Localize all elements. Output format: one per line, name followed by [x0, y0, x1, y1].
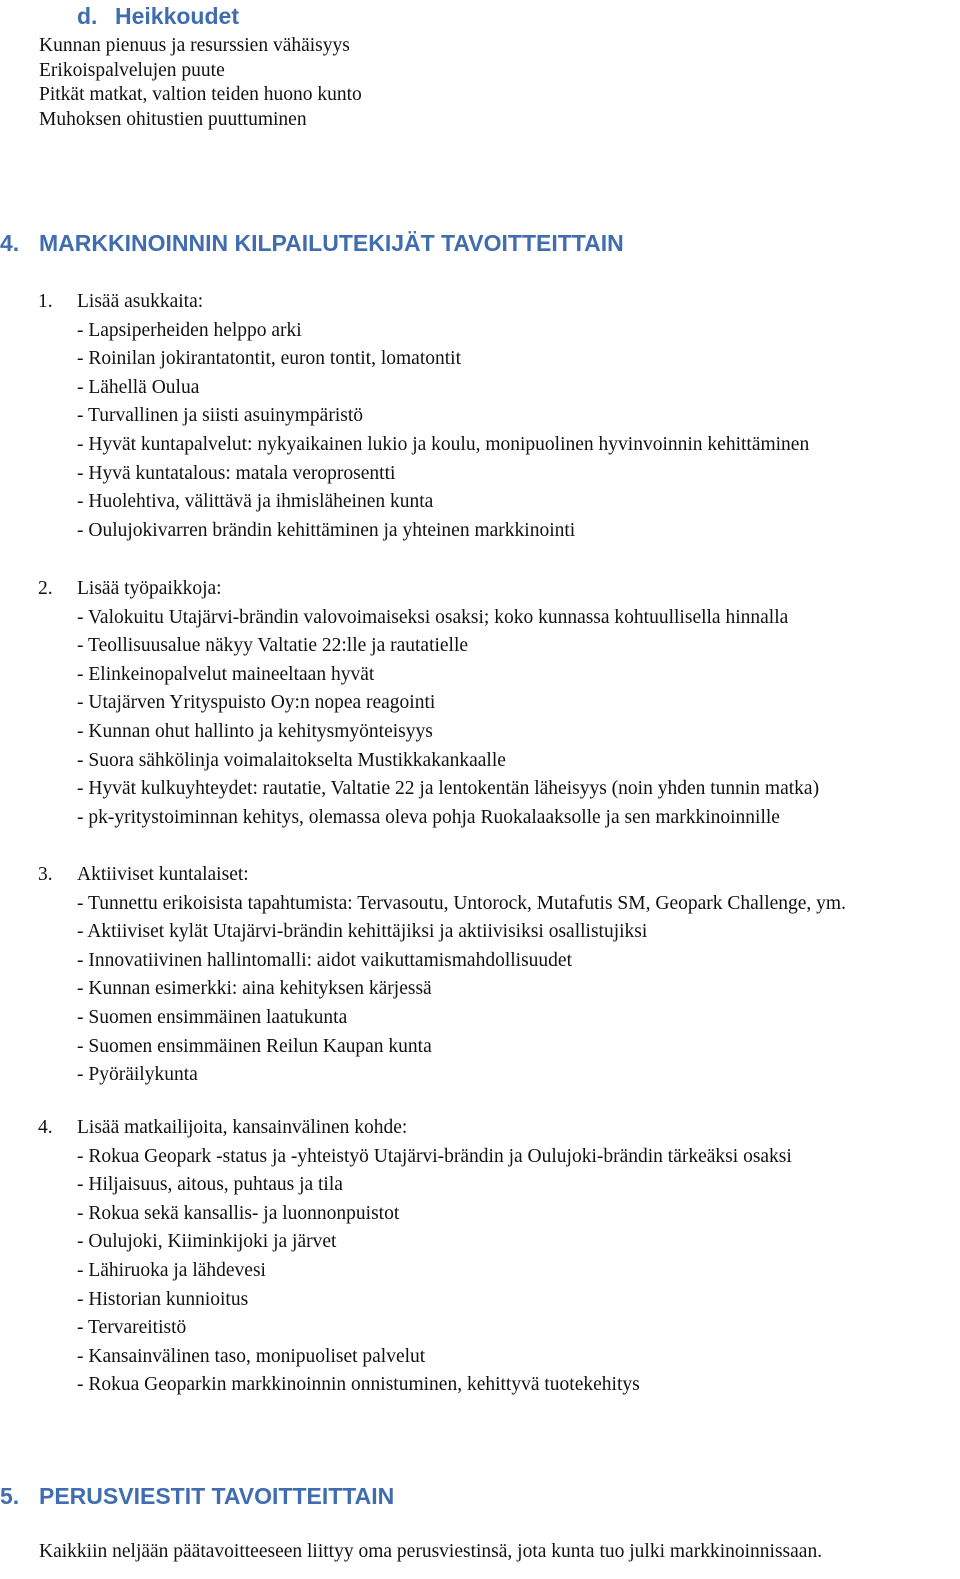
goal-number: 4.: [38, 1117, 53, 1138]
goal-point: - Pyöräilykunta: [77, 1064, 198, 1086]
weaknesses-heading: [77, 3, 239, 30]
section-5-heading: [0, 1483, 394, 1510]
goal-point: - Kansainvälinen taso, monipuoliset palvelut: [77, 1345, 426, 1367]
goal-point: - Roinilan jokirantatontit, euron tontit, lomatontit: [77, 348, 461, 370]
weakness-item: Erikoispalvelujen puute: [39, 59, 225, 81]
goal-point: - Innovatiivinen hallintomalli: aidot vaikuttamismahdollisuudet: [77, 949, 573, 971]
goal-point: - Kunnan ohut hallinto ja kehitysmyönteisyys: [77, 720, 433, 742]
goal-point: - Rokua sekä kansallis- ja luonnonpuistot: [77, 1202, 400, 1224]
goal-point: - Elinkeinopalvelut maineeltaan hyvät: [77, 663, 375, 685]
goal-point: - Huolehtiva, välittävä ja ihmisläheinen kunta: [77, 491, 434, 513]
goal-number: 1.: [38, 291, 53, 312]
goal-point: - Suora sähkölinja voimalaitokselta Mustikkakankaalle: [77, 749, 506, 771]
goal-point: - Lähiruoka ja lähdevesi: [77, 1259, 266, 1281]
section-4-number: 4.: [0, 230, 20, 256]
goal-title: Lisää asukkaita:: [77, 291, 204, 312]
section-4-title: MARKKINOINNIN KILPAILUTEKIJÄT TAVOITTEITTAIN: [39, 230, 624, 256]
goal-point: - Teollisuusalue näkyy Valtatie 22:lle ja rautatielle: [77, 635, 469, 657]
goal-point: - Turvallinen ja siisti asuinympäristö: [77, 405, 363, 427]
goal-point: - Rokua Geopark -status ja -yhteistyö Utajärvi-brändin ja Oulujoki-brändin tärkeäksi osaksi: [77, 1145, 792, 1167]
section-4-heading: [0, 230, 624, 257]
section-5-text: Kaikkiin neljään päätavoitteeseen liittyy oma perusviestinsä, jota kunta tuo julki markkinoinnissaan.: [39, 1541, 823, 1562]
goal-point: - pk-yritystoiminnan kehitys, olemassa oleva pohja Ruokalaaksolle ja sen markkinoinnille: [77, 806, 780, 828]
section-5-number: 5.: [0, 1483, 20, 1509]
goal-point: - Tervareitistö: [77, 1317, 187, 1339]
goal-point: - Historian kunnioitus: [77, 1288, 249, 1310]
goal-point: - Hiljaisuus, aitous, puhtaus ja tila: [77, 1174, 343, 1196]
goal-title: Aktiiviset kuntalaiset:: [77, 864, 249, 885]
goal-point: - Tunnettu erikoisista tapahtumista: Tervasoutu, Untorock, Mutafutis SM, Geopark Challenge, ym.: [77, 892, 846, 914]
weakness-item: Kunnan pienuus ja resurssien vähäisyys: [39, 35, 350, 56]
goal-point: - Kunnan esimerkki: aina kehityksen kärjessä: [77, 978, 432, 1000]
goal-point: - Aktiiviset kylät Utajärvi-brändin kehittäjiksi ja aktiivisiksi osallistujiksi: [77, 921, 648, 943]
goal-number: 2.: [38, 578, 53, 599]
goal-number: 3.: [38, 864, 53, 885]
goal-points: [77, 317, 809, 546]
goal-point: - Hyvät kulkuyhteydet: rautatie, Valtatie 22 ja lentokentän läheisyys (noin yhden tunnin matka): [77, 778, 820, 800]
goal-point: - Lähellä Oulua: [77, 376, 200, 398]
section-5-title: PERUSVIESTIT TAVOITTEITTAIN: [39, 1483, 395, 1509]
weakness-item: Muhoksen ohitustien puuttuminen: [39, 109, 307, 131]
goal-title: Lisää matkailijoita, kansainvälinen kohde:: [77, 1117, 408, 1138]
goal-points: [77, 1143, 792, 1400]
goal-point: - Hyvä kuntatalous: matala veroprosentti: [77, 462, 396, 484]
goal-point: - Oulujokivarren brändin kehittäminen ja yhteinen markkinointi: [77, 519, 576, 541]
weaknesses-title: Heikkoudet: [115, 3, 239, 29]
goal-point: - Hyvät kuntapalvelut: nykyaikainen lukio ja koulu, monipuolinen hyvinvoinnin kehittäminen: [77, 433, 810, 455]
goal-points: [77, 890, 846, 1090]
goal-point: - Suomen ensimmäinen laatukunta: [77, 1006, 348, 1028]
goal-point: - Suomen ensimmäinen Reilun Kaupan kunta: [77, 1035, 432, 1057]
goal-point: - Valokuitu Utajärvi-brändin valovoimaiseksi osaksi; koko kunnassa kohtuullisella hinnalla: [77, 606, 789, 628]
goal-point: - Utajärven Yrityspuisto Oy:n nopea reagointi: [77, 692, 436, 714]
weaknesses-list: [39, 34, 362, 133]
goal-title: Lisää työpaikkoja:: [77, 578, 222, 599]
weaknesses-label: d.: [77, 3, 98, 29]
goal-point: - Oulujoki, Kiiminkijoki ja järvet: [77, 1231, 337, 1253]
goal-points: [77, 604, 819, 833]
goal-point: - Lapsiperheiden helppo arki: [77, 319, 302, 341]
weakness-item: Pitkät matkat, valtion teiden huono kunto: [39, 84, 362, 106]
goal-point: - Rokua Geoparkin markkinoinnin onnistuminen, kehittyvä tuotekehitys: [77, 1374, 640, 1396]
